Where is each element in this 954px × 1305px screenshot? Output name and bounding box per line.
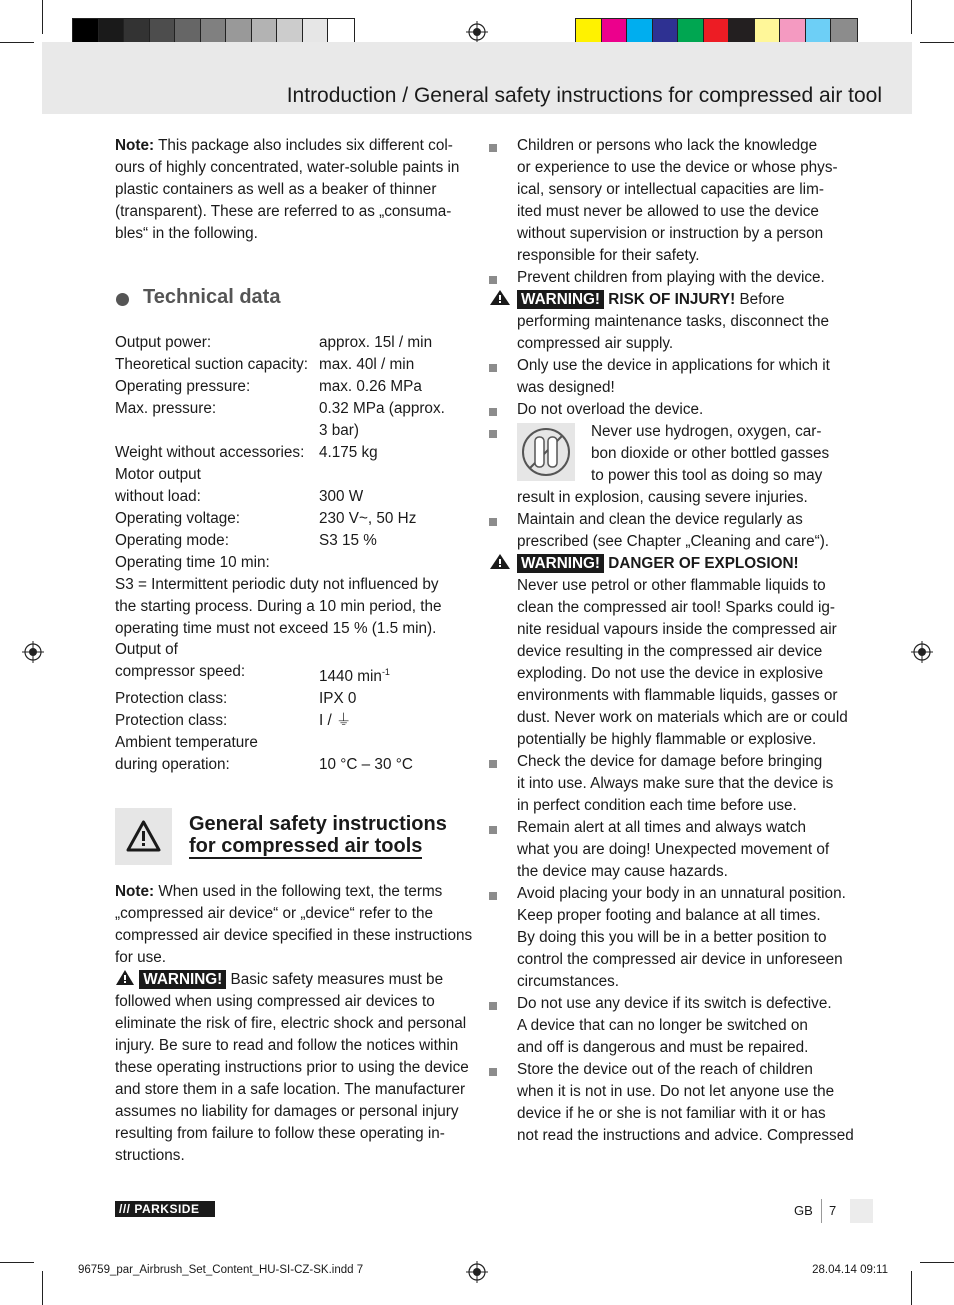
- text-line: prescribed (see Chapter „Cleaning and care“).: [517, 533, 830, 550]
- crop-mark: [0, 42, 34, 43]
- text-line: when it is not in use. Do not let anyone use the: [517, 1083, 835, 1100]
- spec-value: [319, 398, 470, 420]
- crop-mark: [911, 0, 912, 34]
- note-label: Note:: [115, 883, 155, 900]
- warning-label: WARNING!: [139, 970, 226, 989]
- text-line: [489, 751, 844, 773]
- spec-value-text: 300 W: [319, 488, 364, 505]
- table-row: [115, 639, 470, 661]
- bullet-square-icon: [489, 430, 497, 438]
- spec-value: [319, 486, 470, 508]
- text-span: Remain alert at all times and always watch: [517, 819, 807, 836]
- spec-value: [319, 332, 470, 354]
- table-row: [115, 464, 470, 486]
- warning-line: [489, 553, 844, 575]
- crop-mark: [911, 1271, 912, 1305]
- safety-heading: [189, 813, 447, 859]
- spec-value-text: max. 40l / min: [319, 356, 415, 373]
- text-line: [489, 1059, 844, 1081]
- spec-value-text: 1440 min: [319, 668, 382, 686]
- text-line: By doing this you will be in a better position to: [517, 929, 827, 946]
- text-line: ited must never be allowed to use the device: [517, 203, 819, 220]
- bullet-square-icon: [489, 892, 497, 900]
- spec-value: [319, 710, 470, 732]
- technical-data-table-2: [115, 639, 470, 776]
- crop-mark: [920, 42, 954, 43]
- spec-label: Protection class:: [115, 690, 228, 708]
- text-line: [489, 993, 844, 1015]
- spec-label: Output power:: [115, 334, 212, 351]
- text-line: assumes no liability for damages or personal injury: [115, 1103, 459, 1120]
- table-row: [115, 508, 470, 530]
- text-span: Only use the device in applications for which it: [517, 357, 830, 374]
- spec-label: during operation:: [115, 756, 230, 774]
- text-line: structions.: [115, 1147, 185, 1164]
- spec-value-text: 4.175 kg: [319, 444, 378, 461]
- spec-value: [319, 464, 470, 486]
- text-line: was designed!: [517, 379, 615, 396]
- technical-data-table: [115, 332, 470, 574]
- text-line: S3 = Intermittent periodic duty not influenced by: [115, 576, 439, 593]
- text-line: ical, sensory or intellectual capacities are lim-: [517, 181, 824, 198]
- bullet-square-icon: [489, 364, 497, 372]
- text-line: [489, 355, 844, 377]
- table-row: [115, 732, 470, 754]
- text-line: [489, 399, 844, 421]
- warning-title: RISK OF INJURY!: [604, 291, 736, 308]
- table-row: [115, 754, 470, 776]
- slug-date: 28.04.14 09:11: [812, 1264, 888, 1276]
- registration-mark-icon: [466, 21, 488, 43]
- text-line: without supervision or instruction by a person: [517, 225, 824, 242]
- warning-label: WARNING!: [517, 554, 604, 573]
- text-span: Children or persons who lack the knowledge: [517, 137, 818, 154]
- spec-value: [319, 552, 470, 574]
- language-code: GB: [794, 1203, 813, 1218]
- text-line: control the compressed air device in unforeseen: [517, 951, 843, 968]
- text-line: (transparent). These are referred to as „consuma-: [115, 203, 452, 220]
- spec-value: [319, 508, 470, 530]
- spec-unit-exponent: -1: [381, 667, 390, 677]
- text-line: eliminate the risk of fire, electric shock and personal: [115, 1015, 467, 1032]
- text-line: This package also includes six different col-: [158, 137, 453, 154]
- text-line: device if he or she is not familiar with it or has: [517, 1105, 826, 1122]
- spec-label: Ambient temperature: [115, 734, 258, 752]
- registration-mark-icon: [911, 641, 933, 663]
- text-line: [489, 135, 844, 157]
- spec-value: [319, 732, 470, 754]
- page-title: Introduction / General safety instructions for compressed air tool: [286, 84, 882, 107]
- spec-value-text: 230 V~, 50 Hz: [319, 510, 417, 527]
- spec-value: [319, 442, 470, 464]
- spec-value-text: S3 15 %: [319, 532, 377, 549]
- spec-label: Operating mode:: [115, 532, 229, 549]
- text-line: compressed air device specified in these instructions: [115, 927, 473, 944]
- spec-label: Weight without accessories:: [115, 444, 305, 461]
- bullet-square-icon: [489, 408, 497, 416]
- spec-value: [319, 354, 470, 376]
- s3-note: [115, 574, 475, 640]
- crop-mark: [42, 0, 43, 34]
- spec-value-text: 3 bar): [319, 422, 359, 439]
- spec-label: without load:: [115, 488, 201, 505]
- table-row: [115, 552, 470, 574]
- bullet-square-icon: [489, 1002, 497, 1010]
- text-line: [489, 817, 844, 839]
- text-line: resulting from failure to follow these operating in-: [115, 1125, 445, 1142]
- text-line: Basic safety measures must be: [226, 971, 444, 988]
- text-line: plastic containers as well as a beaker of thinner: [115, 181, 437, 198]
- text-line: bon dioxide or other bottled gasses: [591, 445, 830, 462]
- crop-mark: [0, 1262, 34, 1263]
- spec-label: Operating time 10 min:: [115, 554, 270, 571]
- registration-mark-icon: [466, 1261, 488, 1283]
- text-line: not read the instructions and advice. Compressed: [517, 1127, 854, 1144]
- safety-instructions-list: [489, 135, 854, 1147]
- logo-text: /// PARKSIDE: [119, 1202, 200, 1216]
- text-span: Before: [735, 291, 785, 308]
- section-bullet-icon: [116, 293, 129, 306]
- footer-divider: [821, 1199, 822, 1223]
- spec-label: [115, 420, 319, 442]
- text-line: circumstances.: [517, 973, 620, 990]
- table-row: [115, 354, 470, 376]
- spec-value: [319, 530, 470, 552]
- page-number: 7: [829, 1203, 837, 1218]
- spec-value-text: max. 0.26 MPa: [319, 378, 422, 395]
- spec-value-text: IPX 0: [319, 690, 357, 708]
- gas-cylinder-icon: [517, 423, 575, 481]
- spec-value: [319, 376, 470, 398]
- text-span: Maintain and clean the device regularly as: [517, 511, 803, 528]
- slug-filename: 96759_par_Airbrush_Set_Content_HU-SI-CZ-SK.indd 7: [78, 1264, 364, 1276]
- text-line: the device may cause hazards.: [517, 863, 728, 880]
- table-row: [115, 661, 470, 688]
- text-line: Keep proper footing and balance at all times.: [517, 907, 821, 924]
- text-line: it into use. Always make sure that the device is: [517, 775, 834, 792]
- note-terms: [115, 881, 475, 1167]
- table-row: [115, 398, 470, 420]
- technical-data-heading: Technical data: [143, 286, 281, 308]
- warning-title: DANGER OF EXPLOSION!: [604, 555, 799, 572]
- registration-mark-icon: [22, 641, 44, 663]
- spec-label: Output of: [115, 641, 178, 658]
- text-line: bles“ in the following.: [115, 225, 258, 242]
- spec-value-text: I / ⏚: [319, 712, 352, 730]
- text-line: and store them in a safe location. The manufacturer: [115, 1081, 466, 1098]
- spec-label: Operating pressure:: [115, 378, 251, 395]
- warning-line: [489, 289, 844, 311]
- text-line: followed when using compressed air devices to: [115, 993, 435, 1010]
- spec-value: [319, 420, 470, 442]
- bullet-square-icon: [489, 518, 497, 526]
- parkside-logo: [115, 1201, 215, 1217]
- warning-triangle-icon: [489, 553, 511, 570]
- text-line: result in explosion, causing severe injuries.: [517, 489, 808, 506]
- warning-triangle-icon: [115, 969, 135, 986]
- heading-line: for compressed air tools: [189, 835, 423, 857]
- text-line: clean the compressed air tool! Sparks could ig-: [517, 599, 835, 616]
- spec-value: [319, 688, 470, 710]
- text-line: responsible for their safety.: [517, 247, 700, 264]
- text-span: Do not use any device if its switch is defective.: [517, 995, 832, 1012]
- crop-mark: [920, 1262, 954, 1263]
- heading-line: General safety instructions: [189, 813, 447, 835]
- text-line: what you are doing! Unexpected movement of: [517, 841, 830, 858]
- text-line: and off is dangerous and must be repaired.: [517, 1039, 809, 1056]
- spec-value-text: 0.32 MPa (approx.: [319, 400, 445, 417]
- text-line: ours of highly concentrated, water-soluble paints in: [115, 159, 460, 176]
- note-label: Note:: [115, 137, 155, 154]
- text-line: [489, 883, 844, 905]
- table-row: [115, 420, 470, 442]
- text-line: exploding. Do not use the device in explosive: [517, 665, 824, 682]
- spec-value: [319, 661, 470, 688]
- text-line: A device that can no longer be switched on: [517, 1017, 808, 1034]
- text-line: „compressed air device“ or „device“ refer to the: [115, 905, 433, 922]
- text-span: Prevent children from playing with the device.: [517, 269, 825, 286]
- spec-label: Theoretical suction capacity:: [115, 356, 309, 373]
- table-row: [115, 442, 470, 464]
- text-span: Do not overload the device.: [517, 401, 704, 418]
- spec-value-text: approx. 15l / min: [319, 334, 433, 351]
- text-line: performing maintenance tasks, disconnect the: [517, 313, 830, 330]
- text-line: device resulting in the compressed air device: [517, 643, 823, 660]
- text-line: or experience to use the device or whose phys-: [517, 159, 838, 176]
- text-line: injury. Be sure to read and follow the notices within: [115, 1037, 459, 1054]
- text-line: Never use petrol or other flammable liquids to: [517, 577, 826, 594]
- table-row: [115, 376, 470, 398]
- text-line: potentially be highly flammable or explosive.: [517, 731, 817, 748]
- text-span: Store the device out of the reach of children: [517, 1061, 813, 1078]
- warning-triangle-icon: [115, 808, 172, 865]
- table-row: [115, 688, 470, 710]
- text-line: operating time must not exceed 15 % (1.5 min).: [115, 620, 437, 637]
- spec-value-text: 10 °C – 30 °C: [319, 756, 413, 774]
- text-line: in perfect condition each time before use.: [517, 797, 797, 814]
- text-span: Check the device for damage before bringing: [517, 753, 823, 770]
- note-intro: [115, 135, 475, 245]
- text-line: nite residual vapours inside the compressed air: [517, 621, 837, 638]
- text-line: for use.: [115, 949, 167, 966]
- spec-value: [319, 639, 470, 661]
- warning-box: [115, 808, 172, 865]
- text-line: [489, 509, 844, 531]
- spec-label: Protection class:: [115, 712, 228, 730]
- text-line: When used in the following text, the terms: [154, 883, 443, 900]
- bullet-square-icon: [489, 1068, 497, 1076]
- text-line: compressed air supply.: [517, 335, 674, 352]
- table-row: [115, 486, 470, 508]
- spec-label: Motor output: [115, 466, 201, 483]
- table-row: [115, 332, 470, 354]
- text-line: Never use hydrogen, oxygen, car-: [591, 423, 822, 440]
- table-row: [115, 530, 470, 552]
- text-line: dust. Never work on materials which are or could: [517, 709, 848, 726]
- page-tab: [850, 1199, 873, 1223]
- spec-label: Max. pressure:: [115, 400, 217, 417]
- bullet-square-icon: [489, 760, 497, 768]
- text-line: environments with flammable liquids, gasses or: [517, 687, 838, 704]
- list-item: [489, 421, 844, 509]
- text-line: [489, 267, 844, 289]
- spec-label: Operating voltage:: [115, 510, 241, 527]
- warning-label: WARNING!: [517, 290, 604, 309]
- crop-mark: [42, 1271, 43, 1305]
- bullet-square-icon: [489, 826, 497, 834]
- table-row: [115, 710, 470, 732]
- text-line: these operating instructions prior to using the device: [115, 1059, 469, 1076]
- text-line: to power this tool as doing so may: [591, 467, 823, 484]
- text-line: the starting process. During a 10 min period, the: [115, 598, 442, 615]
- bullet-square-icon: [489, 144, 497, 152]
- bullet-square-icon: [489, 276, 497, 284]
- text-span: Avoid placing your body in an unnatural position.: [517, 885, 846, 902]
- warning-triangle-icon: [489, 289, 511, 306]
- spec-label: compressor speed:: [115, 663, 246, 680]
- spec-value: [319, 754, 470, 776]
